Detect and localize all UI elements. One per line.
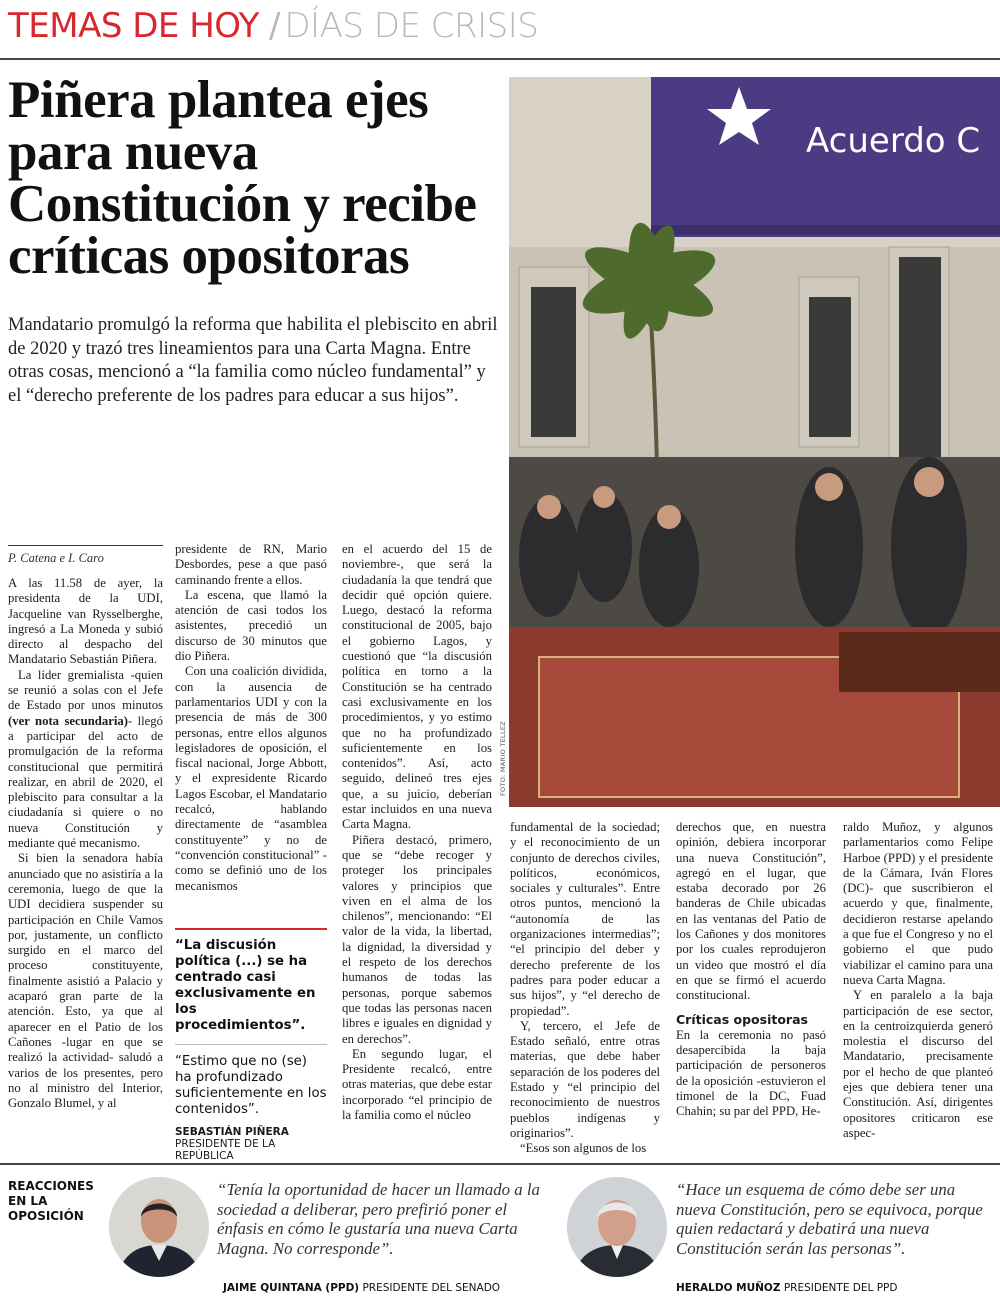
- body-column-6: [843, 820, 993, 1141]
- reaction-attribution-1: [223, 1282, 500, 1294]
- reaction-name-2: HERALDO MUÑOZ: [676, 1282, 781, 1294]
- paragraph: Y en paralelo a la baja participación de ese sector, en la centroizquierda generó molestia el discurso del Mandatario, precisamente por el hecho de que planteó ejes que debiera tener una Constitución. Así, dirigentes opositores criticaron ese aspec-: [843, 988, 993, 1140]
- paragraph: Piñera destacó, primero, que se “debe recoger y proteger los principales valores y principios que viven en el alma de los chilenos”, mencionando: “El valor de la vida, la libertad, la dignidad, la diversidad y el respeto de los derechos humanos de todas las personas, porque sabemos que todas las personas nacen libres e iguales en dignidad y en derechos”.: [342, 832, 492, 1046]
- paragraph: raldo Muñoz, y algunos parlamentarios como Felipe Harboe (PPD) y el presidente de la Cámara, Iván Flores (DC)- que suscribieron el acuerdo y que, finalmente, decidieron restarse apelando a que fue el Congreso y no el gobierno el que pudo viabilizar el camino para una nueva Carta Magna.: [843, 820, 993, 987]
- subheading: Críticas opositoras: [676, 1011, 808, 1027]
- reactions-label: REACCIONES EN LA OPOSICIÓN: [8, 1179, 94, 1223]
- reaction-name-1: JAIME QUINTANA (PPD): [223, 1282, 360, 1294]
- pull-quote-name: SEBASTIÁN PIÑERA: [175, 1126, 289, 1138]
- paragraph: en el acuerdo del 15 de noviembre-, que será la ciudadanía la que tendrá que decidir qué opción quiere. Luego, destacó la reforma constitucional de 2005, bajo el gobierno Lagos, y cuestionó que “la discusión política en torno a la Constitución se ha centrado casi exclusivamente en los procedimientos, y yo estimo que no ha profundizado suficientemente en los contenidos”. Así, acto seguido, delineó tres ejes que, a su juicio, deberían estar incluidos en una nueva Carta Magna.: [342, 542, 492, 832]
- paragraph: La líder gremialista -quien se reunió a solas con el Jefe de Estado por unos minutos (ver nota secundaria)- llegó a participar del acto de promulgación de la reforma constitucional que permitirá realizar, en abril de 2020, el plebiscito para consultar a la ciudadanía si quiere o no nueva Constitución y mediante qué mecanismo.: [8, 667, 163, 851]
- avatar: [109, 1177, 209, 1277]
- pull-quote-role: PRESIDENTE DE LA REPÚBLICA: [175, 1138, 276, 1162]
- paragraph: Y, tercero, el Jefe de Estado señaló, entre otras materias, que debe haber separación de los poderes del Estado y “el principio del reconocimiento de nuestros pueblos indígenas y originarios”.: [510, 1018, 660, 1140]
- body-column-4: [510, 820, 660, 1157]
- reaction-role-2: PRESIDENTE DEL PPD: [783, 1282, 898, 1294]
- paragraph: derechos que, en nuestra opinión, debiera incorporar una nueva Constitución”, agregó en el lugar, que estaba decorado por 26 banderas de Chile ubicadas en las ventanas del Patio de los Cañones y dos monitores por los cuales reprodujeron un video que mostró el día en que se firmó el acuerdo constitucional.: [676, 820, 826, 1003]
- paragraph: A las 11.58 de ayer, la presidenta de la UDI, Jacqueline van Rysselberghe, ingresó a La Moneda y subió directo al despacho del Mandatario Sebastián Piñera.: [8, 576, 163, 667]
- reaction-attribution-2: [676, 1282, 897, 1294]
- ceremony-photo: [509, 77, 1000, 807]
- pull-quote-2: “Estimo que no (se) ha profundizado suficientemente en los contenidos”.: [175, 1044, 327, 1118]
- bottom-rule: [0, 1163, 1000, 1165]
- paragraph: Con una coalición dividida, con la ausencia de parlamentarios UDI y con la presencia de más de 300 personas, entre ellos algunos legisladores de oposición, el fiscal nacional, Jorge Abbott, y el expresidente Ricardo Lagos Escobar, el Mandatario recalcó, hablando directamente de “asamblea constituyente” y no de “convención constitucional” -como se definió uno de los mecanismos: [175, 664, 327, 893]
- pull-quote: [175, 928, 327, 1162]
- pull-quote-1: “La discusión política (...) se ha centrado casi exclusivamente en los procedimientos”.: [175, 938, 316, 1033]
- body-column-3: [342, 542, 492, 1123]
- paragraph: En la ceremonia no pasó desapercibida la baja participación de personeros de la oposición -estuvieron el timonel de la DC, Fuad Chahin; su par del PPD, He-: [676, 1027, 826, 1119]
- section-name: TEMAS DE HOY: [8, 6, 259, 46]
- reaction-role-1: PRESIDENTE DEL SENADO: [362, 1282, 501, 1294]
- reaction-quote-2: “Hace un esquema de cómo debe ser una nueva Constitución, pero se equivoca, porque quien redactará y debatirá una nueva Constitución serán las personas”.: [676, 1180, 983, 1258]
- deck: Mandatario promulgó la reforma que habilita el plebiscito en abril de 2020 y trazó tres lineamientos para una Carta Magna. Entre otras cosas, mencionó a “la familia como núcleo fundamental” y el “derecho preferente de los padres para educar a sus hijos”.: [8, 315, 498, 406]
- photo-credit: FOTO: MARIO TELLEZ: [499, 720, 507, 796]
- body-column-5: [676, 820, 826, 1120]
- cross-reference: (ver nota secundaria): [8, 713, 128, 728]
- paragraph: Si bien la senadora había anunciado que no asistiría a la ceremonia, luego de que la UDI decidiera suspender su participación en Chile Vamos por, justamente, un conflicto surgido en el marco del proceso constituyente, finalmente asistió a Palacio y acaparó gran parte de la atención. Esto, ya que al aparecer en el Patio de los Cañones -lugar en que se realizó la actividad- saludó a varios de los presentes, pero no al ministro del Interior, Gonzalo Blumel, y al: [8, 851, 163, 1111]
- paragraph: “Esos son algunos de los: [520, 1141, 647, 1156]
- body-column-2: [175, 542, 327, 894]
- paragraph: fundamental de la sociedad; y el reconocimiento de un conjunto de derechos civiles, políticos, económicos, sociales y culturales”. Entre otros puntos, mencionó la “autonomía de las organizaciones intermedias”; “el principio del deber y derecho preferente de los padres para poder educar a sus hijos”, y “el derecho de propiedad”.: [510, 820, 660, 1018]
- banner-text: Acuerdo C: [806, 121, 981, 161]
- section-separator: /: [268, 6, 281, 46]
- avatar: [567, 1177, 667, 1277]
- top-rule: [0, 58, 1000, 60]
- body-column-1: [8, 576, 163, 1111]
- byline: P. Catena e I. Caro: [8, 545, 163, 566]
- headline: Piñera plantea ejes para nueva Constitución y recibe críticas opositoras: [8, 71, 477, 285]
- reaction-quote-1: “Tenía la oportunidad de hacer un llamado a la sociedad a deliberar, pero prefirió poner el énfasis en cómo le gustaría una nueva Carta Magna. No corresponde”.: [217, 1180, 540, 1258]
- section-header: [8, 6, 992, 58]
- paragraph: En segundo lugar, el Presidente recalcó, entre otras materias, que debe estar incorporado “el principio de la familia como el núcleo: [342, 1046, 492, 1122]
- subsection-name: DÍAS DE CRISIS: [284, 6, 539, 46]
- paragraph: presidente de RN, Mario Desbordes, pese a que pasó caminando frente a ellos.: [175, 542, 327, 587]
- paragraph: La escena, que llamó la atención de casi todos los asistentes, precedió un discurso de 30 minutos que dio Piñera.: [175, 587, 327, 664]
